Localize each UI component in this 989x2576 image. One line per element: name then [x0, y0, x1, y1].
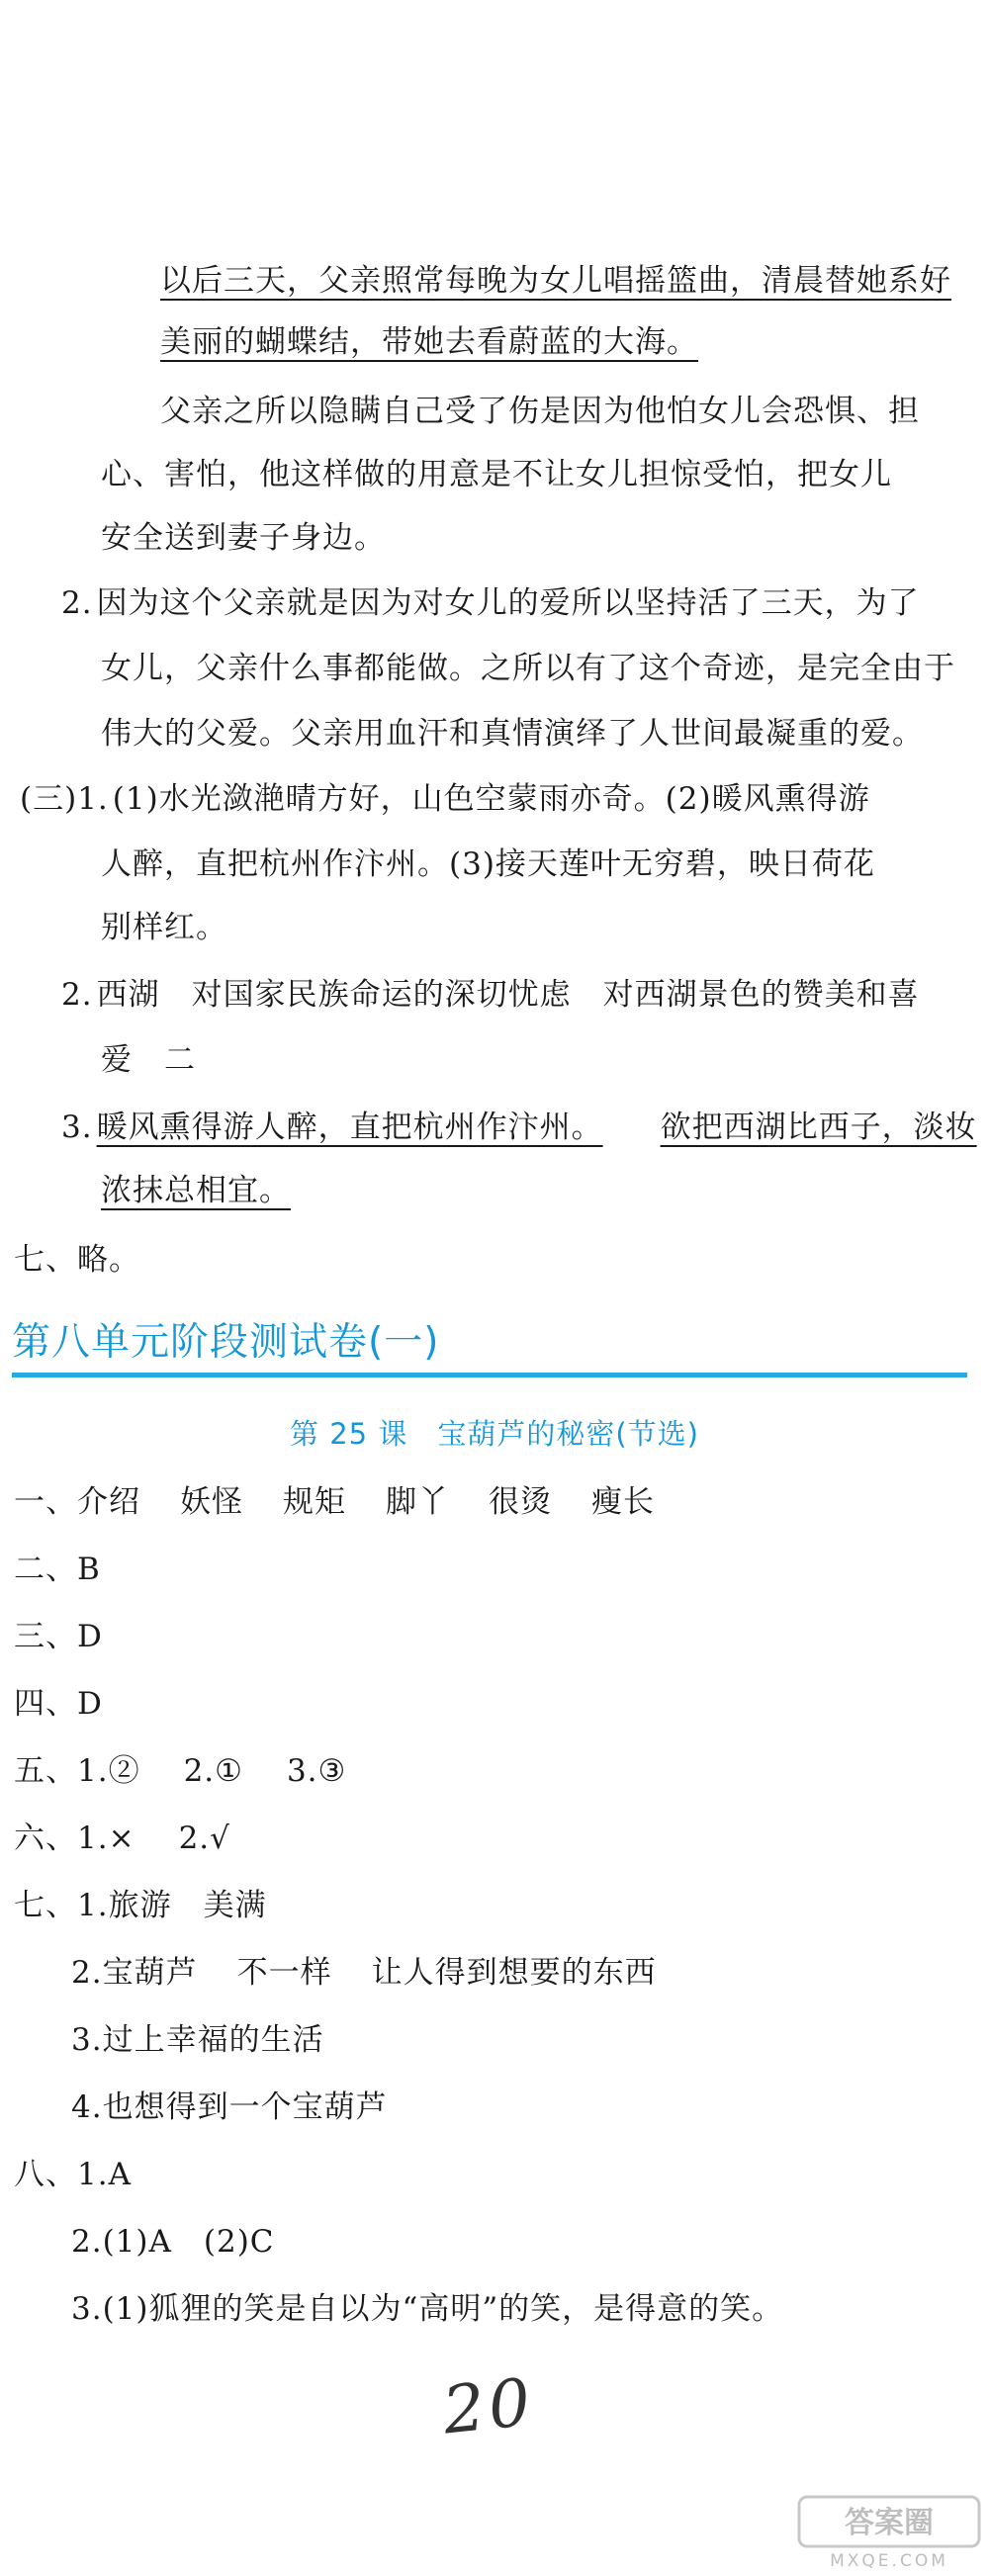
answer-7: [14, 1884, 267, 1927]
answer-text: 爱: [101, 1042, 133, 1078]
answer-line: 浓抹总相宜。: [101, 1173, 291, 1208]
answer-line: 女儿，父亲什么事都能做。之所以有了这个奇迹，是完全由于: [101, 651, 955, 686]
answer-text: 2.①: [183, 1753, 243, 1789]
watermark-logo: [795, 2493, 983, 2572]
answer-text: 3.③: [286, 1753, 347, 1789]
answer-word: 很烫: [489, 1484, 552, 1520]
question-number: 3.: [61, 1110, 93, 1145]
question-2: [61, 581, 920, 625]
answer-text: 西湖: [96, 977, 160, 1013]
unit-title: 第八单元阶段测试卷(一): [12, 1320, 440, 1365]
answer-1: [14, 1480, 655, 1524]
answer-word: 脚丫: [386, 1484, 449, 1520]
question-number: 六、: [14, 1821, 77, 1856]
question-number: 一、: [14, 1484, 77, 1520]
answer-4: 四、D: [14, 1686, 103, 1722]
answer-line: 安全送到妻子身边。: [101, 520, 386, 556]
answer-word: 介绍: [77, 1484, 140, 1520]
answer-text: 暖风熏得游人醉，直把杭州作汴州。: [96, 1110, 603, 1145]
answer-7-3: 3.过上幸福的生活: [71, 2022, 324, 2058]
question-number: 七、: [14, 1888, 77, 1923]
answer-text: 对西湖景色的赞美和喜: [602, 977, 920, 1013]
answer-5: [14, 1749, 346, 1793]
answer-text: 2.√: [178, 1821, 230, 1856]
answer-8: [14, 2153, 132, 2196]
answer-text: 1.②: [77, 1753, 140, 1789]
answer-text: 2.宝葫芦: [71, 1955, 198, 1991]
answer-text: 欲把西湖比西子，淡妆: [660, 1110, 977, 1145]
answer-text: 让人得到想要的东西: [371, 1955, 657, 1991]
page-number: 20: [439, 2363, 538, 2449]
answer-word: 规矩: [283, 1484, 346, 1520]
watermark-icon: [795, 2493, 983, 2572]
section-3-q1: [20, 777, 870, 821]
answer-2: 二、B: [14, 1552, 101, 1587]
answer-text: (1)水光潋滟晴方好，山色空蒙雨亦奇。(2)暖风熏得游: [112, 781, 870, 817]
answer-7-2: [71, 1951, 657, 1995]
answer-text: 因为这个父亲就是因为对女儿的爱所以坚持活了三天，为了: [96, 585, 920, 621]
answer-8-2: [71, 2220, 275, 2264]
answer-word: 瘦长: [591, 1484, 655, 1520]
answer-text: 2.(1)A: [71, 2224, 172, 2260]
answer-line: 美丽的蝴蝶结，带她去看蔚蓝的大海。: [160, 324, 698, 360]
answer-text: 对国家民族命运的深切忧虑: [191, 977, 572, 1013]
question-number: 五、: [14, 1753, 77, 1789]
question-number: (三)1.: [20, 781, 109, 817]
answer-text: 1.×: [77, 1821, 135, 1856]
answer-text: 不一样: [236, 1955, 332, 1991]
answer-text: (2)C: [203, 2224, 275, 2260]
question-7: 七、略。: [14, 1242, 140, 1278]
answer-line: 伟大的父爱。父亲用血汗和真情演绎了人世间最凝重的爱。: [101, 716, 924, 752]
answer-line: 心、害怕，他这样做的用意是不让女儿担惊受怕，把女儿: [101, 457, 892, 492]
question-number: 八、: [14, 2157, 77, 2192]
answer-text: 1.A: [77, 2157, 132, 2192]
answer-6: [14, 1817, 230, 1860]
answer-line: 别样红。: [101, 910, 227, 945]
answer-line: [101, 1038, 196, 1082]
answer-3: 三、D: [14, 1619, 103, 1654]
answer-line: 以后三天，父亲照常每晚为女儿唱摇篮曲，清晨替她系好: [160, 263, 951, 299]
question-number: 2.: [61, 977, 93, 1013]
answer-8-3: 3.(1)狐狸的笑是自以为“高明”的笑，是得意的笑。: [71, 2291, 784, 2327]
unit-header: [12, 1313, 967, 1377]
answer-text: 美满: [203, 1888, 267, 1923]
section-3-q3: [61, 1106, 977, 1149]
answer-line: 父亲之所以隐瞒自己受了伤是因为他怕女儿会恐惧、担: [160, 394, 920, 429]
answer-word: 妖怪: [180, 1484, 243, 1520]
answer-text: 二: [164, 1042, 196, 1078]
lesson-title: 第 25 课 宝葫芦的秘密(节选): [290, 1417, 699, 1451]
answer-text: 1.旅游: [77, 1888, 172, 1923]
question-number: 2.: [61, 585, 93, 621]
watermark-en: MXQE.COM: [830, 2551, 948, 2571]
answer-line: 人醉，直把杭州作汴州。(3)接天莲叶无穷碧，映日荷花: [101, 846, 875, 882]
answer-7-4: 4.也想得到一个宝葫芦: [71, 2089, 388, 2125]
watermark-cn: 答案圈: [845, 2506, 934, 2540]
section-3-q2: [61, 973, 920, 1017]
